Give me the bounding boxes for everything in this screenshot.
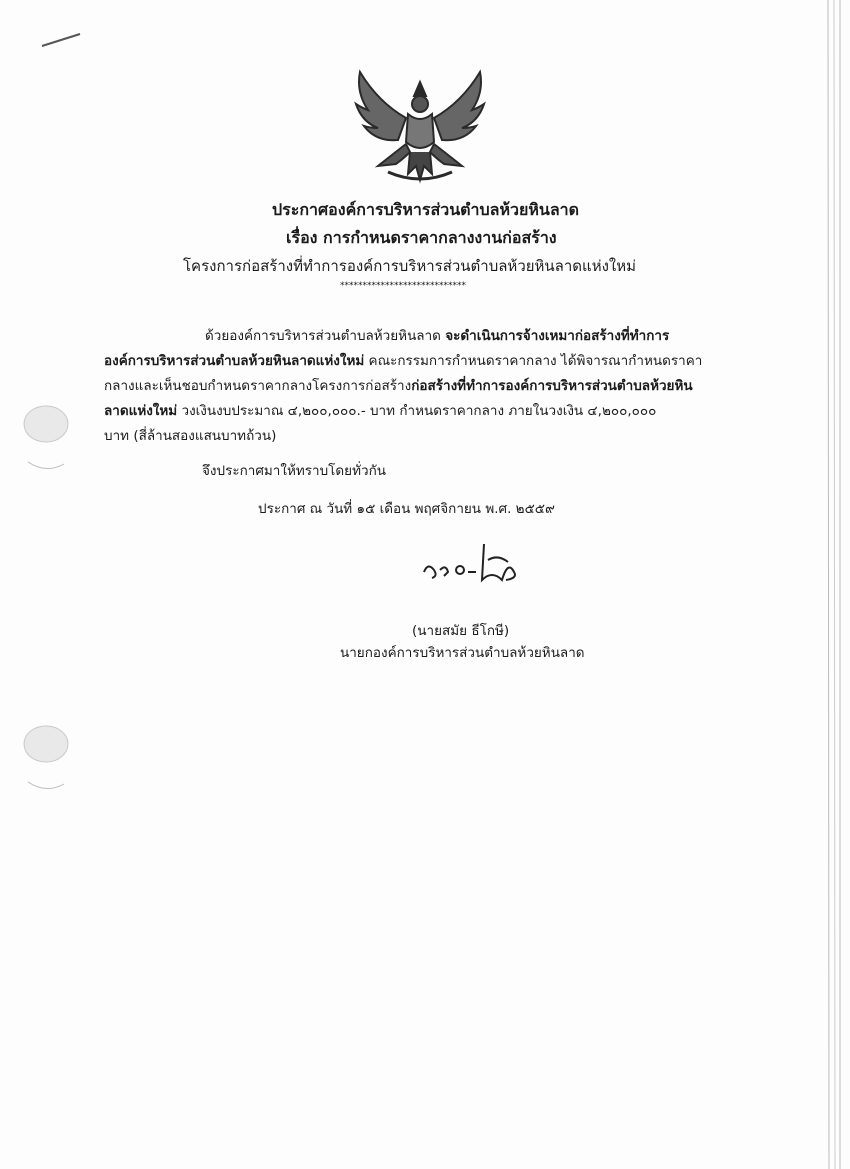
body-text: วงเงินงบประมาณ ๔,๒๐๐,๐๐๐.- บาท กำหนดราคากลาง ภายในวงเงิน ๔,๒๐๐,๐๐๐	[181, 403, 657, 419]
garuda-emblem-icon	[348, 62, 492, 190]
announcement-subject: เรื่อง การกำหนดราคากลางงานก่อสร้าง	[286, 228, 557, 247]
body-text: คณะกรรมการกำหนดราคากลาง ได้พิจารณากำหนดราคา	[368, 353, 703, 369]
body-line-3	[104, 374, 693, 396]
body-line-5: บาท (สี่ล้านสองแสนบาทถ้วน)	[104, 428, 277, 444]
announcement-date: ประกาศ ณ วันที่ ๑๕ เดือน พฤศจิกายน พ.ศ. ๒๕๕๙	[258, 501, 555, 517]
handwritten-signature	[418, 540, 528, 590]
body-text-bold: ก่อสร้างที่ทำการองค์การบริหารส่วนตำบลห้วยหิน	[411, 378, 693, 394]
punch-hole	[22, 402, 72, 477]
body-text: กลางและเห็นชอบกำหนดราคากลางโครงการก่อสร้าง	[104, 378, 412, 394]
body-text-bold: ลาดแห่งใหม่	[104, 403, 178, 419]
signer-name: (นายสมัย ธีโกษี)	[412, 623, 510, 639]
body-text-bold: จะดำเนินการจ้างเหมาก่อสร้างที่ทำการ	[445, 328, 670, 344]
body-line-4	[104, 399, 656, 421]
announcement-title: ประกาศองค์การบริหารส่วนตำบลห้วยหินลาด	[272, 200, 580, 219]
paper-edge	[820, 0, 850, 1169]
closing-statement: จึงประกาศมาให้ทราบโดยทั่วกัน	[202, 463, 386, 479]
body-line-2	[104, 349, 702, 371]
project-name: โครงการก่อสร้างที่ทำการองค์การบริหารส่วนตำบลห้วยหินลาดแห่งใหม่	[183, 257, 637, 275]
pen-mark	[40, 30, 85, 50]
body-text: ด้วยองค์การบริหารส่วนตำบลห้วยหินลาด	[205, 328, 441, 344]
signer-title: นายกองค์การบริหารส่วนตำบลห้วยหินลาด	[340, 645, 585, 661]
body-line-1	[205, 324, 669, 346]
body-text-bold: องค์การบริหารส่วนตำบลห้วยหินลาดแห่งใหม่	[104, 353, 365, 369]
separator: ****************************	[340, 281, 466, 291]
punch-hole	[22, 722, 72, 797]
